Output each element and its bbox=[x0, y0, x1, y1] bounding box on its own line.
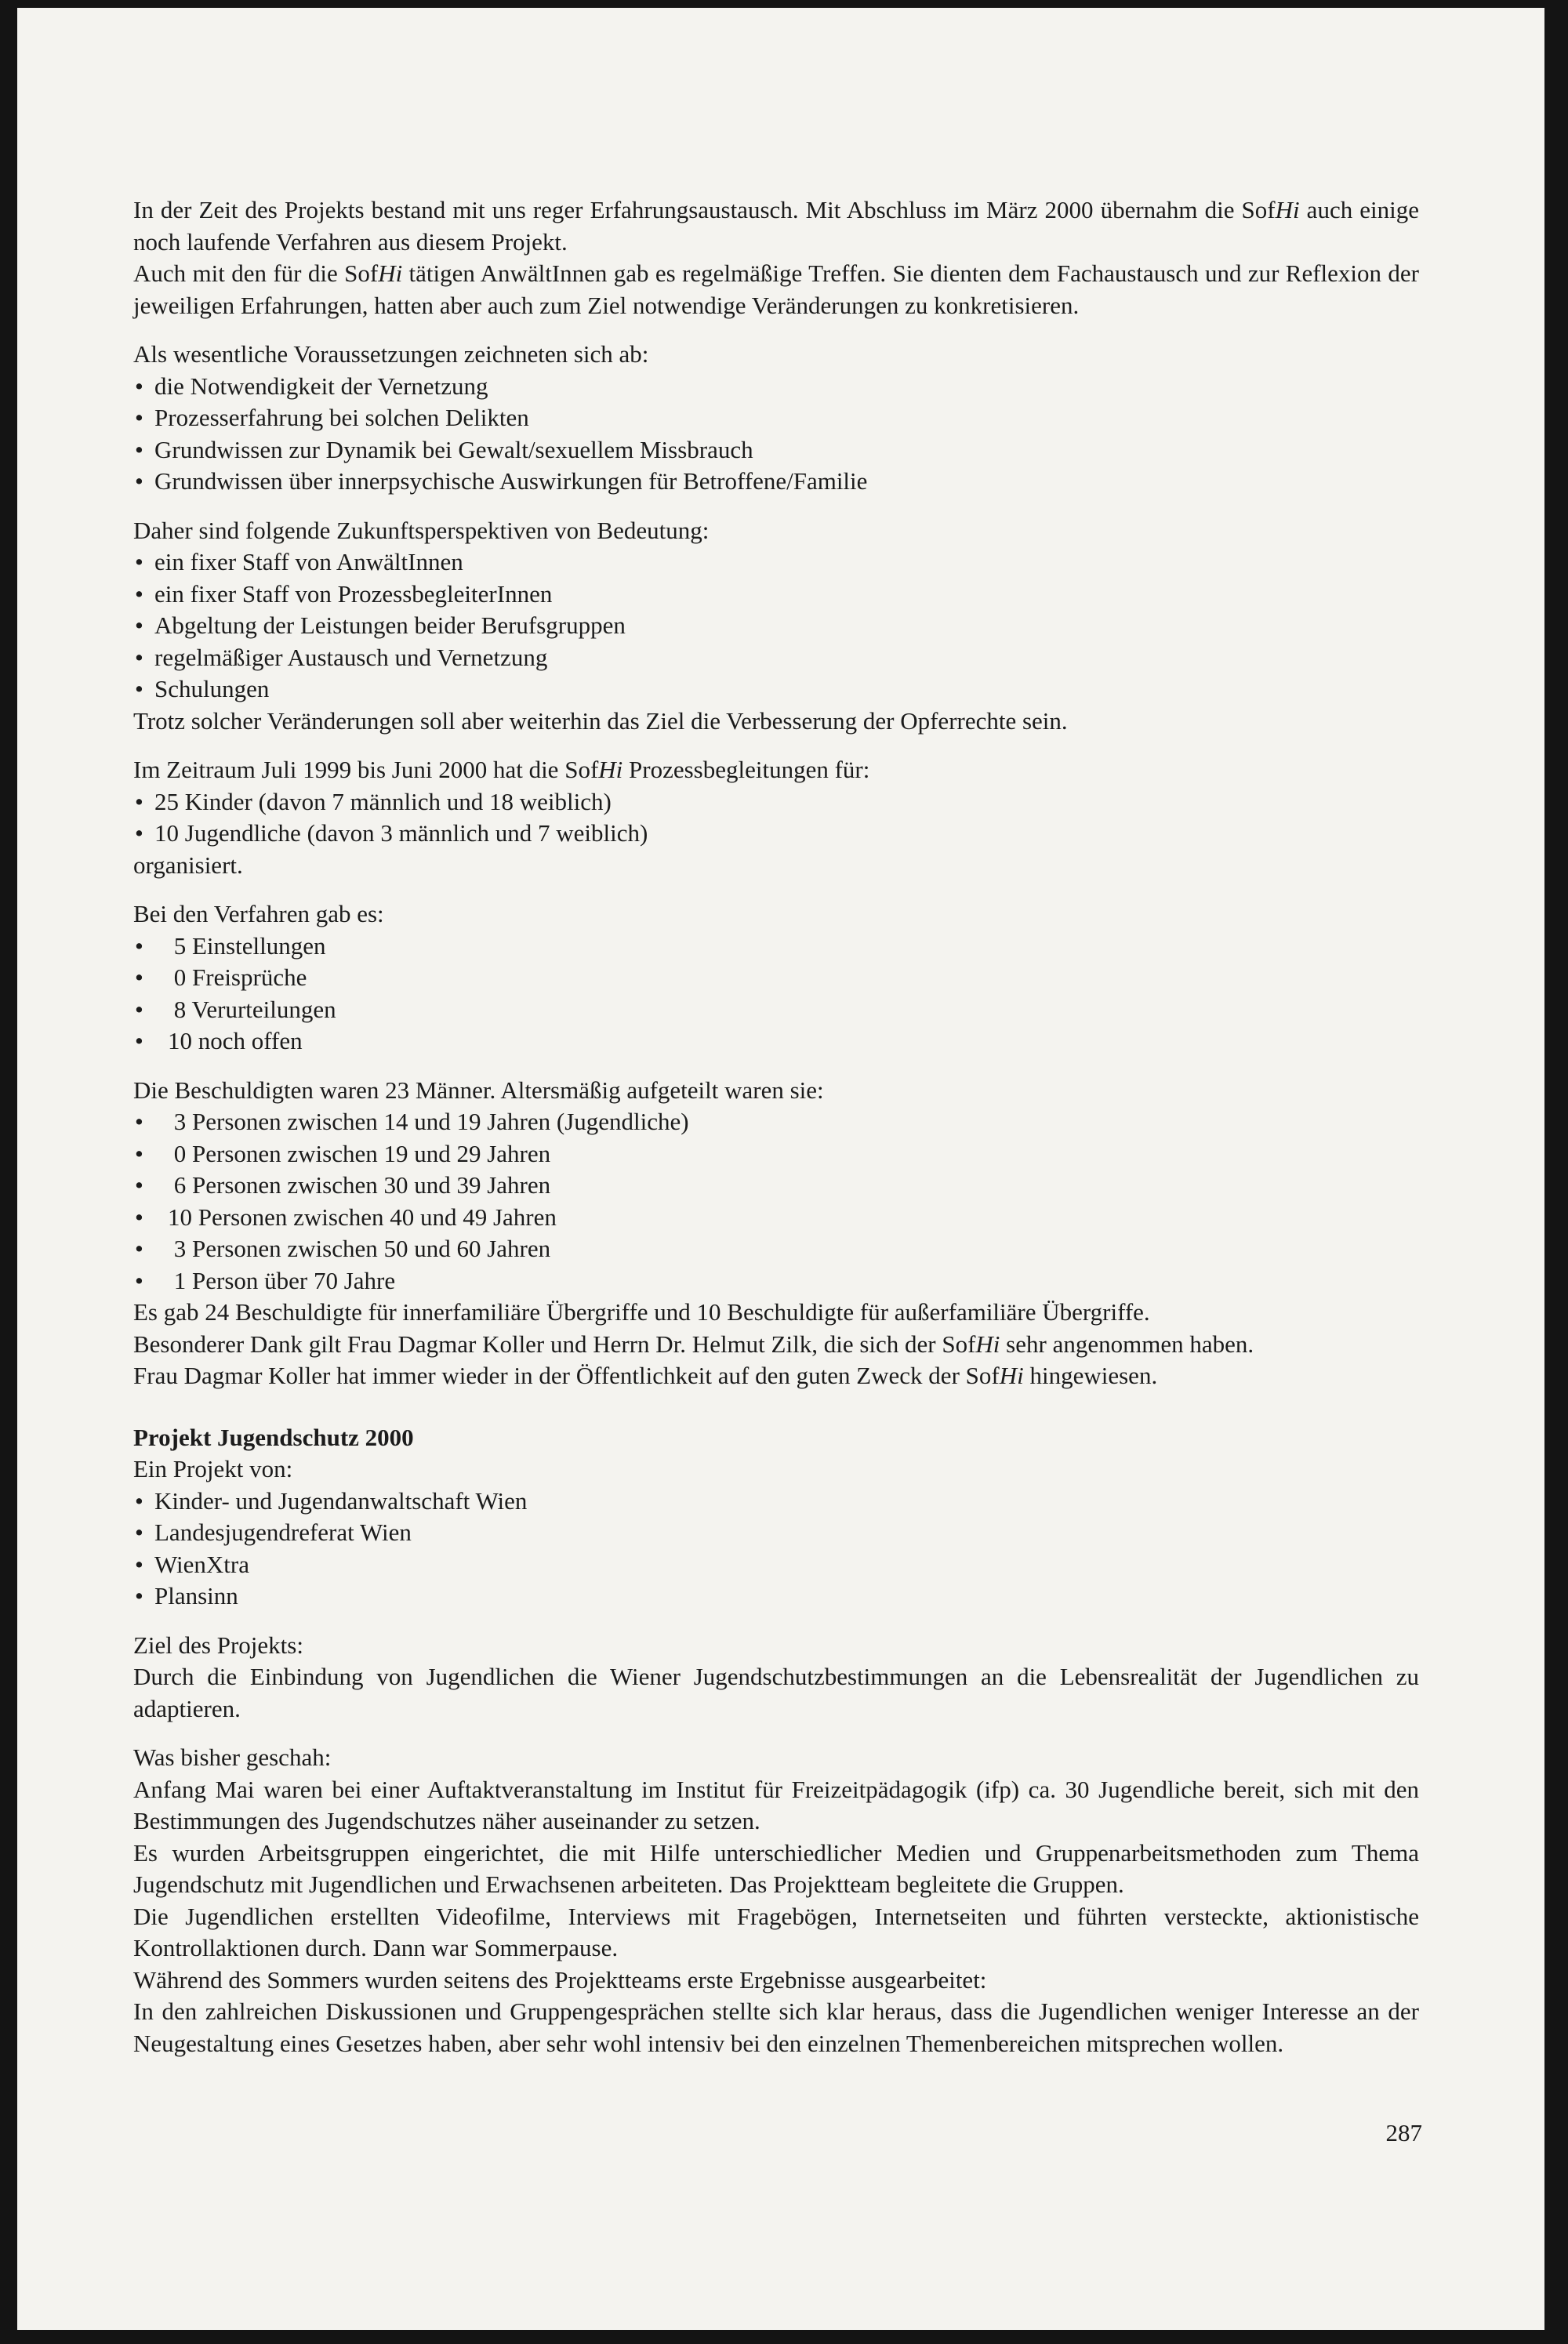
list-item: • Plansinn bbox=[133, 1580, 1419, 1613]
list-item: • Grundwissen über innerpsychische Auswirkungen für Betroffene/Familie bbox=[133, 466, 1419, 498]
list-item: • 10 Personen zwischen 40 und 49 Jahren bbox=[133, 1202, 1419, 1234]
list-item: • ein fixer Staff von AnwältInnen bbox=[133, 546, 1419, 579]
project-lead: Ein Projekt von: bbox=[133, 1455, 293, 1482]
list-item: • regelmäßiger Austausch und Vernetzung bbox=[133, 642, 1419, 674]
history-paragraph: Während des Sommers wurden seitens des Projektteams erste Ergebnisse ausgearbeitet: bbox=[133, 1965, 987, 1994]
perspectives-list bbox=[133, 546, 1419, 706]
intro-paragraph-1: In der Zeit des Projekts bestand mit uns reger Erfahrungsaustausch. Mit Abschluss im März 2000 übernahm die SofHi auch einige noch laufende Verfahren aus diesem Projekt. bbox=[133, 196, 1420, 256]
list-item: • 3 Personen zwischen 14 und 19 Jahren (Jugendliche) bbox=[133, 1106, 1419, 1138]
list-item: • 6 Personen zwischen 30 und 39 Jahren bbox=[133, 1170, 1419, 1202]
list-item: • 0 Freisprüche bbox=[133, 962, 1419, 994]
perspectives-lead: Daher sind folgende Zukunftsperspektiven von Bedeutung: bbox=[133, 516, 710, 544]
period-list bbox=[133, 786, 1419, 850]
history-paragraph: Es wurden Arbeitsgruppen eingerichtet, die mit Hilfe unterschiedlicher Medien und Gruppenarbeitsmethoden zum Thema Jugendschutz mit Jugendlichen und Erwachsenen arbeiteten. Das Projektteam begleitete die Gruppen. bbox=[133, 1838, 1419, 1898]
list-item: • WienXtra bbox=[133, 1549, 1419, 1581]
goal-text: Durch die Einbindung von Jugendlichen die Wiener Jugendschutzbestimmungen an die Lebensrealität der Jugendlichen zu adaptieren. bbox=[133, 1663, 1419, 1722]
list-item: • Kinder- und Jugendanwaltschaft Wien bbox=[133, 1486, 1419, 1518]
history-label: Was bisher geschah: bbox=[133, 1743, 332, 1771]
list-item: • 10 Jugendliche (davon 3 männlich und 7 weiblich) bbox=[133, 818, 1419, 850]
list-item: • Abgeltung der Leistungen beider Berufsgruppen bbox=[133, 610, 1419, 642]
accused-closing-1: Es gab 24 Beschuldigte für innerfamiliäre Übergriffe und 10 Beschuldigte für außerfamiliäre Übergriffe. bbox=[133, 1298, 1150, 1326]
intro-paragraph-2: Auch mit den für die SofHi tätigen AnwältInnen gab es regelmäßige Treffen. Sie dienten dem Fachaustausch und zur Reflexion der jeweiligen Erfahrungen, hatten aber auch zum Ziel notwendige Veränderungen zu konkretisieren. bbox=[133, 259, 1419, 319]
accused-closing-2: Besonderer Dank gilt Frau Dagmar Koller und Herrn Dr. Helmut Zilk, die sich der SofHi sehr angenommen haben. bbox=[133, 1330, 1254, 1358]
list-item: • Prozesserfahrung bei solchen Delikten bbox=[133, 402, 1419, 434]
proceedings-list bbox=[133, 931, 1419, 1058]
section-heading: Projekt Jugendschutz 2000 bbox=[133, 1423, 414, 1451]
history-paragraph: Anfang Mai waren bei einer Auftaktveranstaltung im Institut für Freizeitpädagogik (ifp) ca. 30 Jugendliche bereit, sich mit den Bestimmungen des Jugendschutzes näher auseinander zu setzen. bbox=[133, 1775, 1419, 1834]
period-closing: organisiert. bbox=[133, 851, 243, 879]
page-number: 287 bbox=[1385, 2119, 1422, 2146]
goal-label: Ziel des Projekts: bbox=[133, 1631, 303, 1659]
list-item: • 5 Einstellungen bbox=[133, 931, 1419, 963]
accused-list bbox=[133, 1106, 1419, 1297]
list-item: • 3 Personen zwischen 50 und 60 Jahren bbox=[133, 1233, 1419, 1265]
document-page bbox=[17, 8, 1544, 2330]
perspectives-closing: Trotz solcher Veränderungen soll aber weiterhin das Ziel die Verbesserung der Opferrechte sein. bbox=[133, 706, 1068, 735]
accused-closing-3: Frau Dagmar Koller hat immer wieder in der Öffentlichkeit auf den guten Zweck der SofHi hingewiesen. bbox=[133, 1362, 1158, 1389]
period-lead: Im Zeitraum Juli 1999 bis Juni 2000 hat die SofHi Prozessbegleitungen für: bbox=[133, 756, 870, 783]
list-item: • Landesjugendreferat Wien bbox=[133, 1517, 1419, 1549]
list-item: • Grundwissen zur Dynamik bei Gewalt/sexuellem Missbrauch bbox=[133, 434, 1419, 466]
partners-list bbox=[133, 1486, 1419, 1613]
list-item: • 1 Person über 70 Jahre bbox=[133, 1265, 1419, 1297]
accused-lead: Die Beschuldigten waren 23 Männer. Altersmäßig aufgeteilt waren sie: bbox=[133, 1076, 824, 1104]
list-item: • 8 Verurteilungen bbox=[133, 994, 1419, 1026]
proceedings-lead: Bei den Verfahren gab es: bbox=[133, 900, 384, 927]
history-paragraph: Die Jugendlichen erstellten Videofilme, Interviews mit Fragebögen, Internetseiten und führten versteckte, aktionistische Kontrollaktionen durch. Dann war Sommerpause. bbox=[133, 1902, 1419, 1961]
list-item: • die Notwendigkeit der Vernetzung bbox=[133, 371, 1419, 403]
history-paragraph: In den zahlreichen Diskussionen und Gruppengesprächen stellte sich klar heraus, dass die Jugendlichen weniger Interesse an der Neugestaltung eines Gesetzes haben, aber sehr wohl intensiv bei den einzelnen Themenbereichen mitsprechen wollen. bbox=[133, 1997, 1419, 2057]
page-content bbox=[133, 194, 1419, 2059]
list-item: • ein fixer Staff von ProzessbegleiterInnen bbox=[133, 579, 1419, 611]
prerequisites-list bbox=[133, 371, 1419, 498]
list-item: • Schulungen bbox=[133, 673, 1419, 706]
list-item: • 10 noch offen bbox=[133, 1025, 1419, 1058]
list-item: • 25 Kinder (davon 7 männlich und 18 weiblich) bbox=[133, 786, 1419, 818]
prerequisites-lead: Als wesentliche Voraussetzungen zeichneten sich ab: bbox=[133, 340, 649, 368]
list-item: • 0 Personen zwischen 19 und 29 Jahren bbox=[133, 1138, 1419, 1170]
